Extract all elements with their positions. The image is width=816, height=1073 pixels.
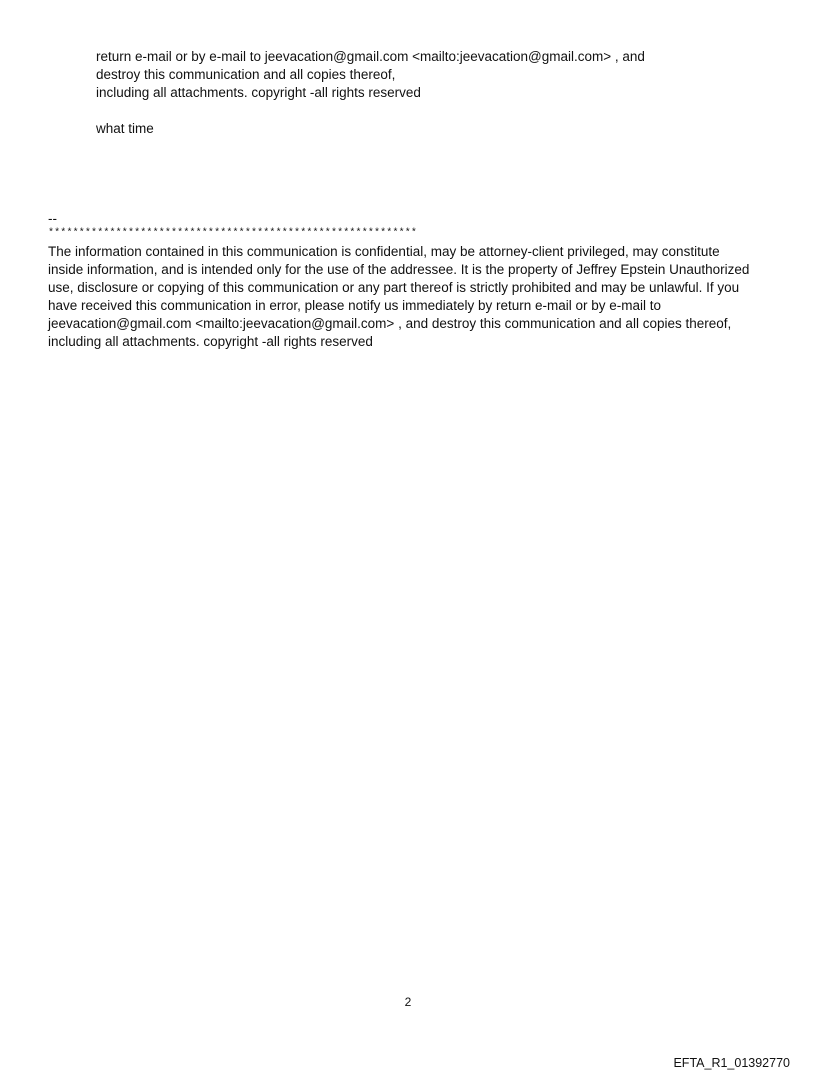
page-number: 2 — [404, 995, 412, 1009]
quoted-disclaimer-line: return e-mail or by e-mail to jeevacation@gmail.com <mailto:jeevacation@gmail.com> , and — [96, 49, 645, 64]
signature-disclaimer-block — [48, 211, 778, 351]
disclaimer-line: have received this communication in error, please notify us immediately by return e-mail or by e-mail to — [48, 298, 662, 313]
disclaimer-line: including all attachments. copyright -all rights reserved — [48, 334, 373, 349]
disclaimer-line: use, disclosure or copying of this communication or any part thereof is strictly prohibited and may be unlawful. If you — [48, 280, 740, 295]
quoted-disclaimer-line: including all attachments. copyright -all rights reserved — [96, 85, 421, 100]
bates-number: EFTA_R1_01392770 — [673, 1056, 790, 1070]
asterisk-divider: ************************************************************ — [48, 228, 418, 239]
reply-text: what time — [96, 121, 154, 136]
quoted-disclaimer-block — [96, 48, 776, 138]
disclaimer-line: inside information, and is intended only for the use of the addressee. It is the property of Jeffrey Epstein Unauthorized — [48, 262, 750, 277]
quoted-disclaimer-line: destroy this communication and all copies thereof, — [96, 67, 396, 82]
disclaimer-line: jeevacation@gmail.com <mailto:jeevacation@gmail.com> , and destroy this communication and all copies thereof, — [48, 316, 732, 331]
disclaimer-line: The information contained in this communication is confidential, may be attorney-client privileged, may constitute — [48, 244, 720, 259]
signature-separator: -- — [48, 211, 57, 226]
